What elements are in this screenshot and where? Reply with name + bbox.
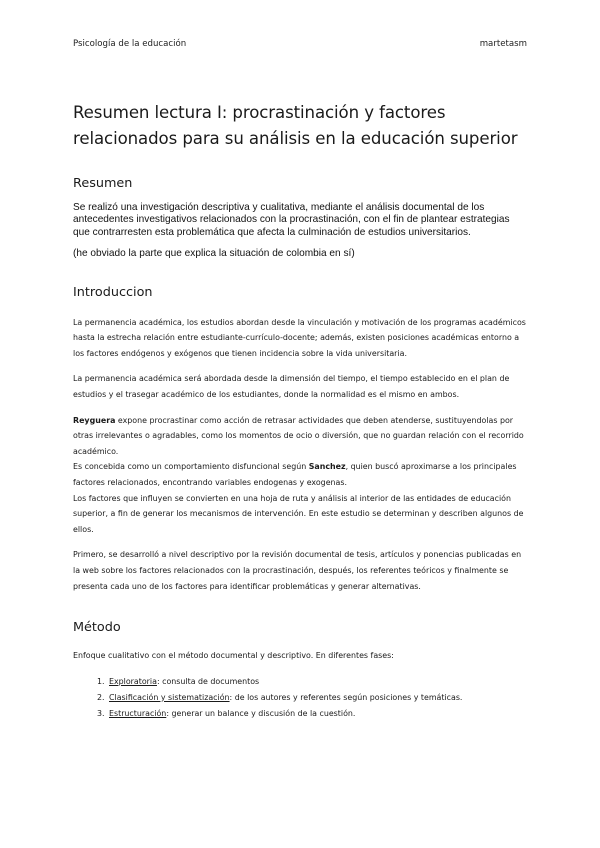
intro-paragraph-reyguera: Reyguera expone procrastinar como acción de retrasar actividades que deben atenderse, sustituyendolas por otras irrelevantes o agradables, como los momentos de ocio o diversión, que no guardan relación con el recorrido académico. (73, 415, 524, 456)
section-heading-introduccion: Introduccion (73, 284, 153, 300)
step-desc: : de los autores y referentes según posiciones y temáticas. (229, 692, 463, 702)
intro-paragraph-sanchez: Es concebida como un comportamiento disfuncional según Sanchez, quien buscó aproximarse a los principales factores relacionados, encontrando variables endogenas y exogenas. (73, 462, 517, 487)
intro-paragraph: La permanencia académica, los estudios abordan desde la vinculación y motivación de los programas académicos hasta la estrecha relación entre estudiante-currículo-docente; además, existen posiciones académicas entorno a los factores endógenos y exógenos que tienen incidencia sobre la vida universitaria. (73, 317, 526, 358)
list-item (107, 690, 529, 706)
step-term: Exploratoria (109, 676, 157, 686)
intro-paragraph: La permanencia académica será abordada desde la dimensión del tiempo, el tiempo establecido en el plan de estudios y el trasegar académico de los estudiantes, donde la normalidad es el mismo en ambos. (73, 374, 510, 399)
section-heading-resumen: Resumen (73, 176, 133, 191)
author-name: Reyguera (73, 415, 116, 425)
page-header (73, 39, 527, 49)
metodo-lead: Enfoque cualitativo con el método documental y descriptivo. En diferentes fases: (73, 651, 394, 661)
header-author: martetasm (479, 39, 527, 49)
list-item (107, 706, 529, 722)
step-desc: : generar un balance y discusión de la cuestión. (166, 708, 356, 718)
metodo-steps-list (73, 674, 529, 722)
section-heading-metodo: Método (73, 620, 121, 636)
intro-paragraph: Los factores que influyen se convierten en una hoja de ruta y análisis al interior de las entidades de educación superior, a fin de generar los mecanismos de intervención. En este estudio se determinan y describen algunos de ellos. (73, 493, 524, 534)
list-item (107, 674, 529, 690)
intro-paragraph: Primero, se desarrolló a nivel descriptivo por la revisión documental de tesis, artículos y ponencias publicadas en la web sobre los factores relacionados con la procrastinación, después, los referentes teóricos y finalmente se presenta cada uno de los factores para identificar problemáticas y generar alternativas. (73, 550, 522, 591)
document-body (73, 100, 529, 722)
step-desc: : consulta de documentos (156, 676, 260, 686)
step-term: Estructuración (109, 708, 167, 718)
abstract-paragraph: Se realizó una investigación descriptiva y cualitativa, mediante el análisis documental de los antecedentes investigativos relacionados con la procrastinación, con el fin de plantear estrategias que contrarresten esta problemática que afecta la culminación de estudios universitarios. (73, 202, 510, 238)
step-term: Clasificación y sistematización (109, 692, 230, 702)
header-course: Psicología de la educación (73, 39, 187, 49)
abstract-note: (he obviado la parte que explica la situación de colombia en sí) (73, 248, 355, 260)
author-name: Sanchez (308, 462, 346, 472)
document-title: Resumen lectura I: procrastinación y factores relacionados para su análisis en la educación superior (73, 103, 518, 148)
